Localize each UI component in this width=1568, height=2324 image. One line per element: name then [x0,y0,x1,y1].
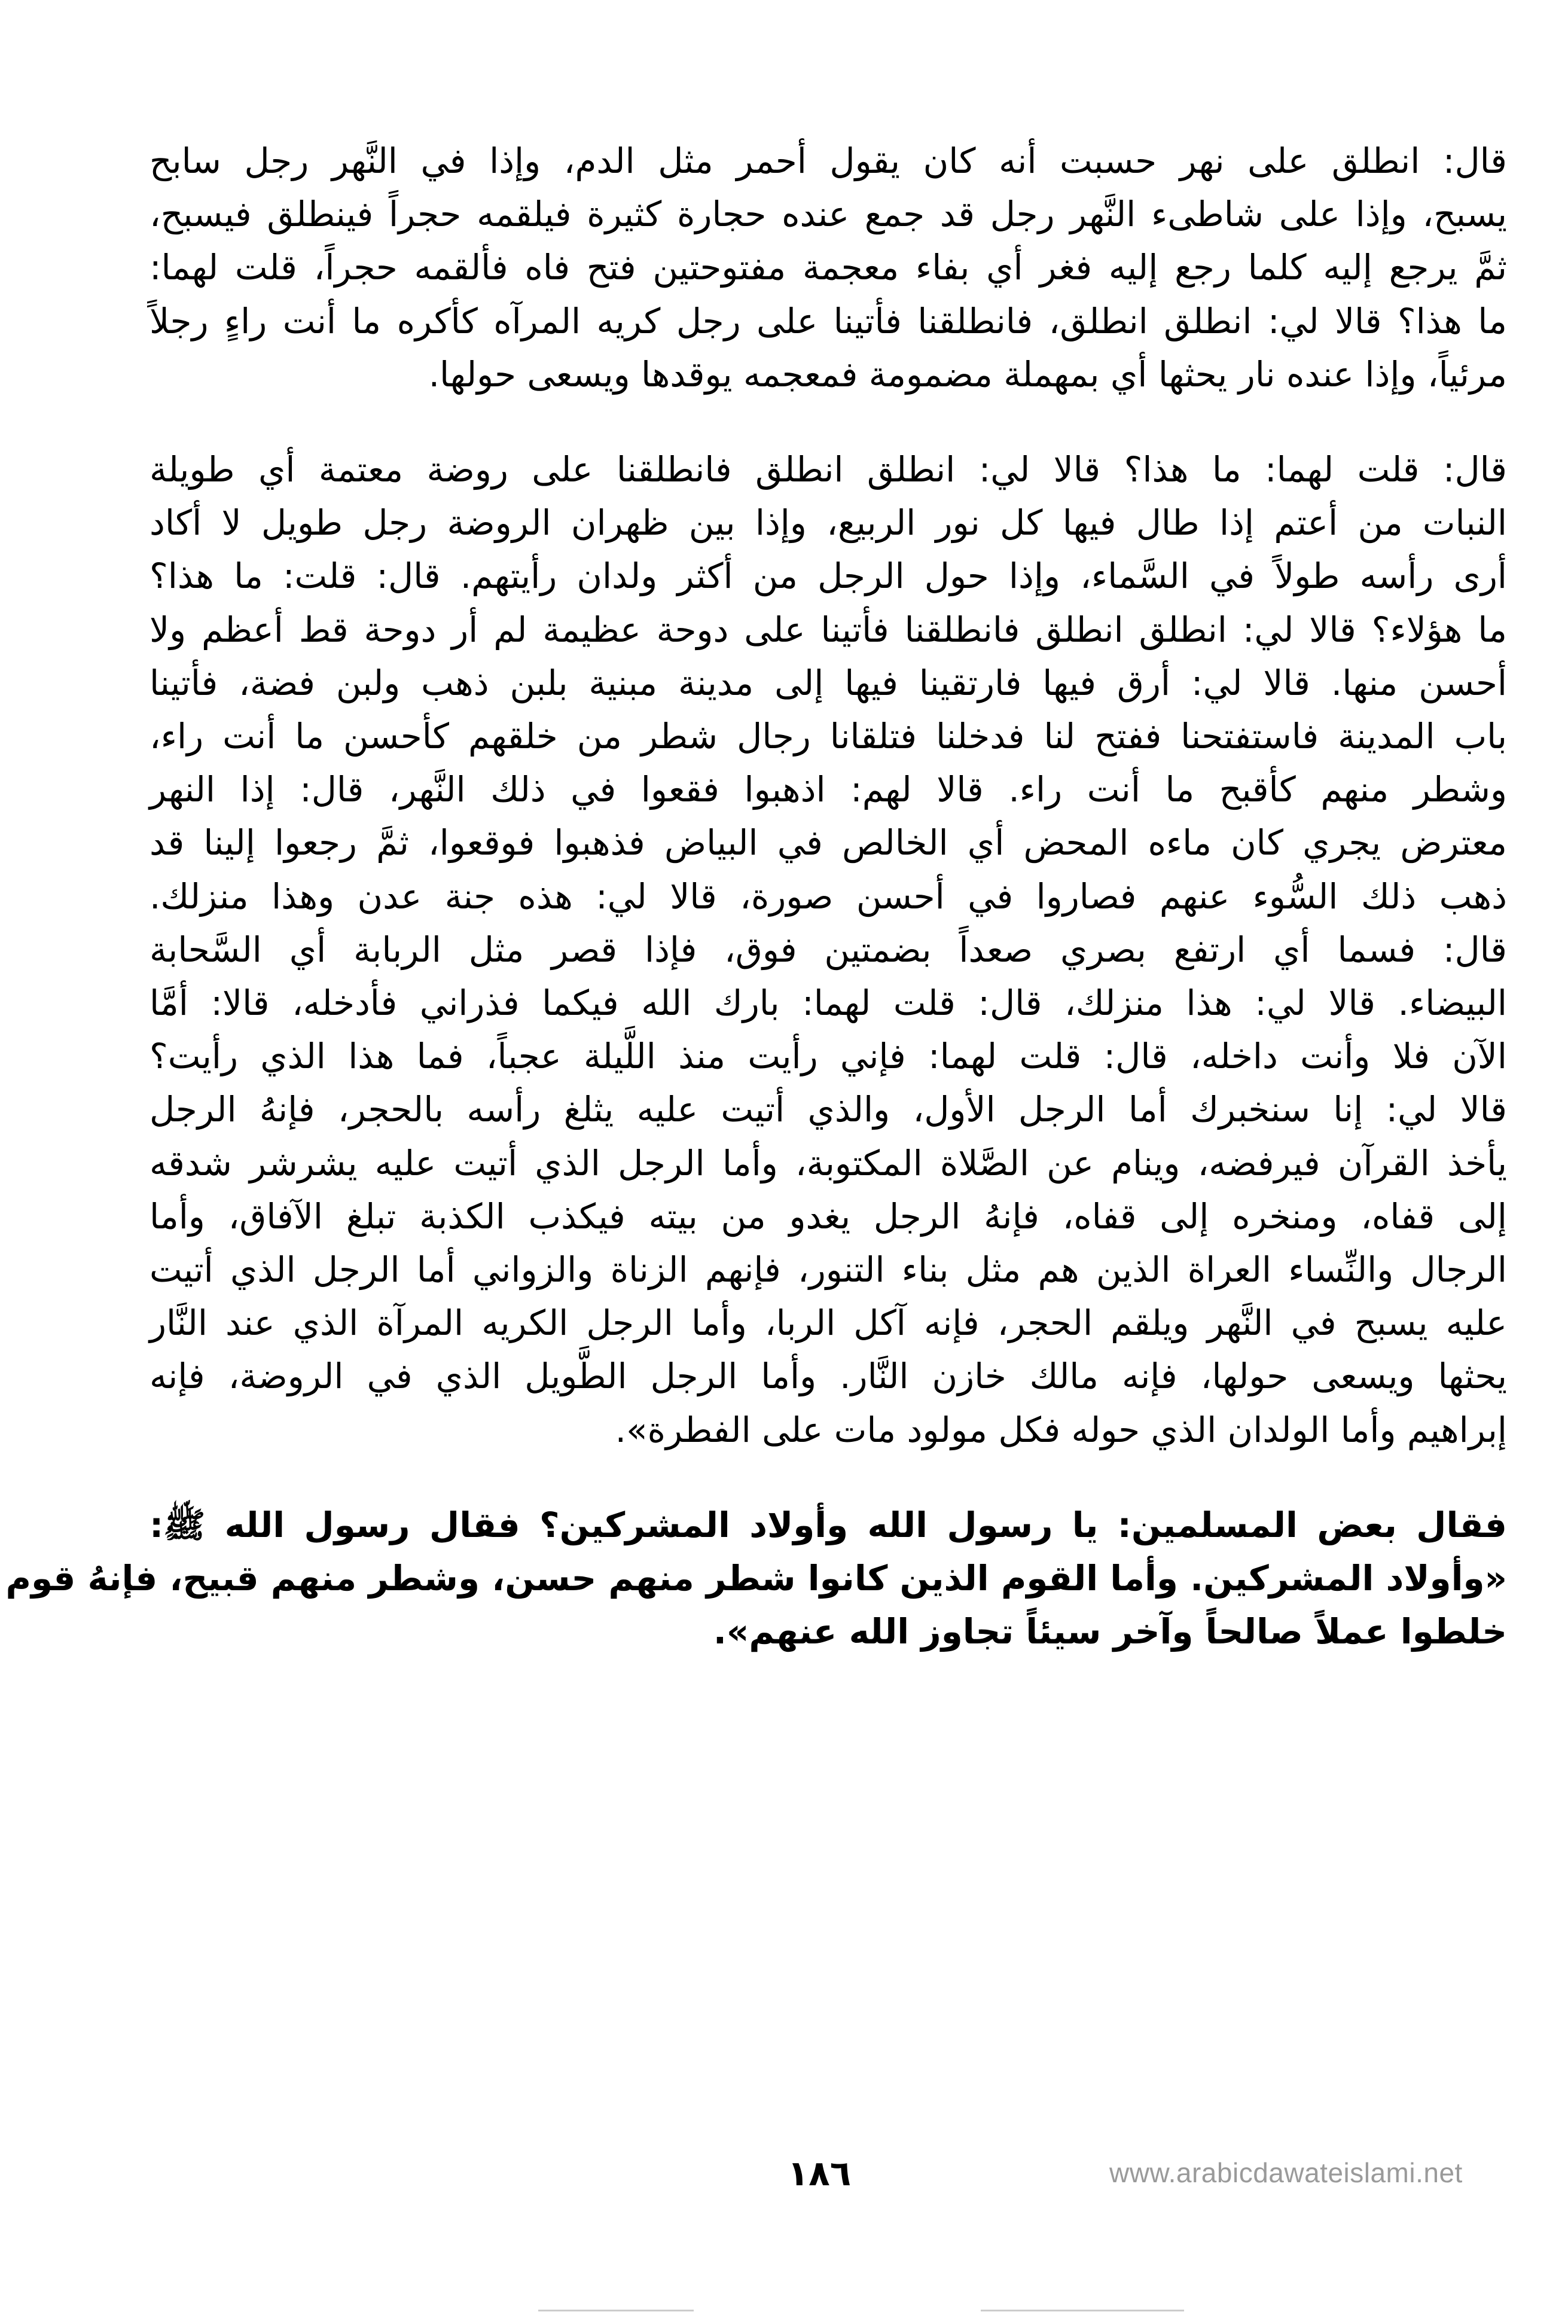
text-line: «وأولاد المشركين. وأما القوم الذين كانوا شطر منهم حسن، وشطر منهم قبيح، فإنهُ قوم [5,1558,1507,1599]
text-line: مرئياً، وإذا عنده نار يحثها أي بمهملة مضمومة فمعجمه يوقدها ويسعى حولها. [428,353,1507,395]
text-line: باب المدينة فاستفتحنا ففتح لنا فدخلنا فتلقانا رجال شطر من خلقهم كأحسن ما أنت راء، [150,716,1507,757]
text-line: قال: قلت لهما: ما هذا؟ قالا لي: انطلق انطلق فانطلقنا على روضة معتمة أي طويلة [150,449,1507,490]
text-line: ثمَّ يرجع إليه كلما رجع إليه فغر أي بفاء معجمة مفتوحتين فتح فاه فألقمه حجراً، قلت لهما: [150,247,1507,288]
text-line: يحثها ويسعى حولها، فإنه مالك خازن النَّار. وأما الرجل الطَّويل الذي في الروضة، فإنه [150,1356,1507,1397]
text-line: إلى قفاه، ومنخره إلى قفاه، فإنهُ الرجل يغدو من بيته فيكذب الكذبة تبلغ الآفاق، وأما [150,1195,1507,1237]
paragraph-2 [150,443,1507,1457]
page-body [5,135,1507,1658]
text-line: قال: انطلق على نهر حسبت أنه كان يقول أحمر مثل الدم، وإذا في النَّهر رجل سابح [150,141,1507,181]
text-line: ما هؤلاء؟ قالا لي: انطلق انطلق فانطلقنا فأتينا على دوحة عظيمة لم أر دوحة قط أعظم ولا [150,609,1507,650]
text-line: يأخذ القرآن فيرفضه، وينام عن الصَّلاة المكتوبة، وأما الرجل الذي أتيت عليه يشرشر شدقه [150,1142,1507,1184]
page-number: ١٨٦ [787,2153,852,2194]
text-line: الرجال والنِّساء العراة الذين هم مثل بناء التنور، فإنهم الزناة والزواني أما الرجل الذي أتيت [150,1249,1507,1291]
scan-artifact-line [981,2310,1184,2311]
text-line: قالا لي: إنا سنخبرك أما الرجل الأول، والذي أتيت عليه يثلغ رأسه بالحجر، فإنهُ الرجل [150,1089,1507,1130]
text-line: النبات من أعتم إذا طال فيها كل نور الربيع، وإذا بين ظهران الروضة رجل طويل لا أكاد [150,502,1507,544]
paragraph-1 [150,135,1507,401]
text-line: وشطر منهم كأقبح ما أنت راء. قالا لهم: اذهبوا فقعوا في ذلك النَّهر، قال: إذا النهر [150,769,1507,810]
watermark: www.arabicdawateislami.net [1109,2157,1463,2188]
text-line: قال: فسما أي ارتفع بصري صعداً بضمتين فوق، فإذا قصر مثل الربابة أي السَّحابة [150,929,1507,970]
text-line: يسبح، وإذا على شاطىء النَّهر رجل قد جمع عنده حجارة كثيرة فيلقمه حجراً فينطلق فيسبح، [150,194,1507,235]
text-line: أحسن منها. قالا لي: أرق فيها فارتقينا فيها إلى مدينة مبنية بلبن ذهب ولبن فضة، فأتينا [150,662,1507,703]
text-line: فقال بعض المسلمين: يا رسول الله وأولاد المشركين؟ فقال رسول الله ﷺ: [150,1504,1507,1545]
text-line: معترض يجري كان ماءه المحض أي الخالص في البياض فذهبوا فوقعوا، ثمَّ رجعوا إلينا قد [150,822,1507,864]
scan-artifact-line [538,2310,694,2311]
text-line: الآن فلا وأنت داخله، قال: قلت لهما: فإني رأيت منذ اللَّيلة عجباً، فما هذا الذي رأيت؟ [150,1036,1507,1077]
text-line: ما هذا؟ قالا لي: انطلق انطلق، فانطلقنا فأتينا على رجل كريه المرآه كأكره ما أنت راءٍ رجلاً [150,300,1507,341]
text-line: أرى رأسه طولاً في السَّماء، وإذا حول الرجل من أكثر ولدان رأيتهم. قال: قلت: ما هذا؟ [150,556,1507,597]
text-line: عليه يسبح في النَّهر ويلقم الحجر، فإنه آكل الربا، وأما الرجل الكريه المرآة الذي عند النَّار [150,1303,1507,1344]
text-line: البيضاء. قالا لي: هذا منزلك، قال: قلت لهما: بارك الله فيكما فذراني فأدخله، قالا: أمَّا [150,983,1507,1024]
paragraph-3 [5,1499,1507,1659]
text-line: خلطوا عملاً صالحاً وآخر سيئاً تجاوز الله عنهم». [713,1611,1507,1652]
text-line: ذهب ذلك السُّوء عنهم فصاروا في أحسن صورة، قالا لي: هذه جنة عدن وهذا منزلك. [150,876,1507,917]
text-line: إبراهيم وأما الولدان الذي حوله فكل مولود مات على الفطرة». [615,1409,1507,1450]
